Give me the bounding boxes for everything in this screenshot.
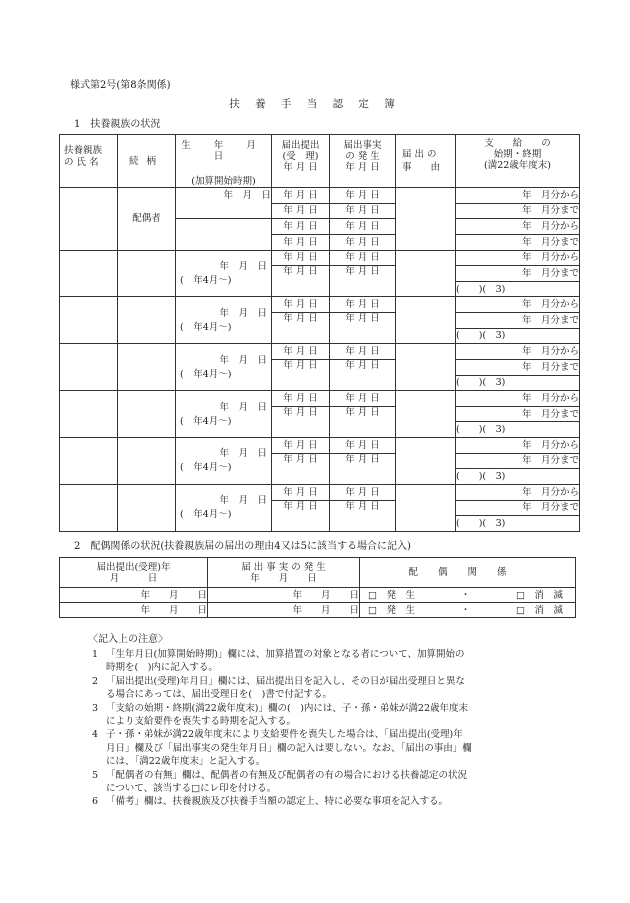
submitted-date-cell[interactable]: 年 月 日: [272, 438, 330, 454]
header-fact-line2: の 発 生: [345, 151, 380, 162]
fact-date-cell[interactable]: 年 月 日: [330, 250, 396, 266]
period-age22-cell[interactable]: ( )( 3): [456, 375, 580, 391]
submitted-date-cell[interactable]: 年 月 日: [272, 484, 330, 500]
spouse-header-fact-line2: 年 月 日: [250, 572, 317, 584]
note-number: 2: [92, 675, 99, 687]
bonus-start-period: ( 年4月～): [180, 415, 232, 427]
header-name: [60, 135, 118, 188]
dependent-name-cell[interactable]: [60, 297, 118, 344]
fact-date-cell[interactable]: 年 月 日: [330, 453, 396, 484]
header-reason: [396, 135, 456, 188]
submitted-date-cell[interactable]: 年 月 日: [272, 203, 330, 219]
header-submitted: [272, 135, 330, 188]
spouse-header-submitted: [60, 558, 208, 588]
submitted-date-cell[interactable]: 年 月 日: [272, 344, 330, 360]
header-reason-line2: 事 由: [402, 162, 441, 173]
checkbox-ended[interactable]: □ 消 滅: [516, 604, 563, 616]
period-until-cell[interactable]: 年 月分まで: [456, 234, 580, 250]
birthdate-cell[interactable]: [176, 250, 272, 297]
fact-date-cell[interactable]: 年 月 日: [330, 203, 396, 219]
dependent-row: [60, 250, 580, 266]
fact-date-cell[interactable]: 年 月 日: [330, 359, 396, 390]
birthdate-ymd: 年 月 日: [219, 448, 267, 460]
birthdate-ymd: 年 月 日: [219, 260, 267, 272]
period-from-cell[interactable]: 年 月分から: [456, 484, 580, 500]
dependent-name-cell[interactable]: [60, 188, 118, 251]
fact-date-cell[interactable]: 年 月 日: [330, 219, 396, 235]
note-item: [92, 728, 562, 768]
fact-date-cell[interactable]: 年 月 日: [330, 344, 396, 360]
period-until-cell[interactable]: 年 月分まで: [456, 266, 580, 282]
note-number: 5: [92, 769, 99, 781]
section2-heading: 2 配偶関係の状況(扶養親族届の届出の理由4又は5に該当する場合に記入): [74, 541, 411, 552]
dependents-header-row: [60, 135, 580, 188]
submitted-date-cell[interactable]: 年 月 日: [272, 234, 330, 250]
period-age22-cell[interactable]: ( )( 3): [456, 328, 580, 344]
note-number: 6: [92, 796, 99, 808]
birthdate-ymd: 年 月 日: [219, 354, 267, 366]
note-number: 4: [92, 729, 99, 741]
header-fact-date: [330, 135, 396, 188]
separator-dot: ・: [460, 589, 471, 601]
fact-date-cell[interactable]: 年 月 日: [330, 391, 396, 407]
spouse-fact-date[interactable]: 年 月 日: [208, 603, 360, 618]
submitted-date-cell[interactable]: 年 月 日: [272, 406, 330, 437]
header-fact-line3: 年 月 日: [345, 162, 380, 173]
note-text: 「配偶者の有無」欄は、配偶者の有無及び配偶者の有の場合における扶養認定の状況 について、該当する□にレ印を付ける。: [106, 769, 468, 795]
fact-date-cell[interactable]: 年 月 日: [330, 297, 396, 313]
bonus-start-period: ( 年4月～): [180, 368, 232, 380]
header-birthdate-line2: (加算開始時期): [191, 176, 256, 187]
period-from-cell[interactable]: 年 月分から: [456, 344, 580, 360]
header-name-line1: 扶養親族: [64, 145, 103, 156]
submitted-date-cell[interactable]: 年 月 日: [272, 500, 330, 531]
reason-cell[interactable]: [396, 344, 456, 391]
header-period-line3: (満22歳年度末): [483, 160, 551, 171]
note-number: 3: [92, 702, 99, 714]
period-from-cell[interactable]: 年 月分から: [456, 250, 580, 266]
period-from-cell[interactable]: 年 月分から: [456, 438, 580, 454]
form-number: 様式第2号(第8条関係): [70, 80, 171, 91]
fact-date-cell[interactable]: 年 月 日: [330, 500, 396, 531]
spouse-header-fact: [208, 558, 360, 588]
header-name-line2: の 氏 名: [64, 157, 99, 168]
reason-cell[interactable]: [396, 188, 456, 251]
fact-date-cell[interactable]: 年 月 日: [330, 438, 396, 454]
fact-date-cell[interactable]: 年 月 日: [330, 313, 396, 344]
birthdate-ymd: 年 月 日: [219, 401, 267, 413]
fact-date-cell[interactable]: 年 月 日: [330, 406, 396, 437]
note-text: 「届出提出(受理)年月日」欄には、届出提出日を記入し、その日が届出受理日と異な る場合にあっては、届出受理日を( )書で付記する。: [106, 675, 465, 701]
period-from-cell[interactable]: 年 月分から: [456, 297, 580, 313]
header-period: [456, 135, 580, 188]
reason-cell[interactable]: [396, 250, 456, 297]
fact-date-cell[interactable]: 年 月 日: [330, 266, 396, 297]
note-item: [92, 769, 562, 796]
note-item: [92, 675, 562, 702]
birthdate-cell[interactable]: [176, 484, 272, 531]
period-from-cell[interactable]: 年 月分から: [456, 391, 580, 407]
submitted-date-cell[interactable]: 年 月 日: [272, 188, 330, 204]
dependent-row: [60, 391, 580, 407]
period-from-cell[interactable]: 年 月分から: [456, 188, 580, 204]
period-until-cell[interactable]: 年 月分まで: [456, 359, 580, 375]
submitted-date-cell[interactable]: 年 月 日: [272, 250, 330, 266]
note-number: 1: [92, 649, 99, 660]
spouse-header-fact-line1: 届 出 事 実 の 発 生: [241, 561, 326, 573]
dependent-row: [60, 344, 580, 360]
relation-cell[interactable]: [118, 484, 176, 531]
relation-cell[interactable]: [118, 297, 176, 344]
period-age22-cell[interactable]: ( )( 3): [456, 281, 580, 297]
note-text: 「備考」欄は、扶養親族及び扶養手当額の認定上、特に必要な事項を記入する。: [106, 796, 449, 808]
period-until-cell[interactable]: 年 月分まで: [456, 313, 580, 329]
checkbox-occurred[interactable]: □ 発 生: [368, 604, 415, 616]
note-text: 子・孫・弟妹が満22歳年度末により支給要件を喪失した場合は、「届出提出(受理)年 月日」欄及び「届出事実の発生年月日」欄の記入は要しない。なお、「届出の事由」欄 には、「満22歳年度末」と記入する。: [106, 729, 472, 768]
fact-date-cell[interactable]: 年 月 日: [330, 234, 396, 250]
birthdate-cell[interactable]: 年 月 日: [176, 188, 272, 219]
birthdate-cell-empty[interactable]: [176, 219, 272, 250]
submitted-date-cell[interactable]: 年 月 日: [272, 297, 330, 313]
bonus-start-period: ( 年4月～): [180, 462, 232, 474]
birthdate-cell[interactable]: [176, 391, 272, 438]
birthdate-ymd: 年 月 日: [219, 307, 267, 319]
header-relation: 続柄: [118, 135, 176, 188]
period-until-cell[interactable]: 年 月分まで: [456, 453, 580, 469]
period-age22-cell[interactable]: ( )( 3): [456, 422, 580, 438]
spouse-submitted-date[interactable]: 年 月 日: [60, 603, 208, 618]
period-from-cell[interactable]: 年 月分から: [456, 219, 580, 235]
spouse-relation-row: [60, 603, 576, 618]
relation-cell[interactable]: [118, 438, 176, 485]
relation-cell[interactable]: [118, 344, 176, 391]
header-submitted-line3: 年 月 日: [283, 162, 318, 173]
dependent-name-cell[interactable]: [60, 438, 118, 485]
spouse-status-cell: [360, 588, 576, 603]
period-age22-cell[interactable]: ( )( 3): [456, 516, 580, 532]
note-item: [92, 702, 562, 729]
notes-list: [92, 648, 562, 809]
spouse-relation-table: [59, 557, 576, 618]
checkbox-occurred[interactable]: □ 発 生: [368, 589, 415, 601]
dependent-name-cell[interactable]: [60, 484, 118, 531]
header-period-line2: 始期・終期: [493, 149, 542, 160]
separator-dot: ・: [460, 604, 471, 616]
spouse-label: 配偶者: [118, 188, 176, 251]
period-age22-cell[interactable]: ( )( 3): [456, 469, 580, 485]
bonus-start-period: ( 年4月～): [180, 321, 232, 333]
bonus-start-period: ( 年4月～): [180, 509, 232, 521]
dependent-name-cell[interactable]: [60, 250, 118, 297]
dependent-name-cell[interactable]: [60, 391, 118, 438]
header-submitted-line1: 届出提出: [281, 140, 320, 151]
document-title: 扶 養 手 当 認 定 簿: [229, 98, 401, 110]
birthdate-cell[interactable]: [176, 297, 272, 344]
birthdate-cell[interactable]: [176, 438, 272, 485]
submitted-date-cell[interactable]: 年 月 日: [272, 453, 330, 484]
relation-cell[interactable]: [118, 391, 176, 438]
header-fact-line1: 届出事実: [343, 140, 382, 151]
header-submitted-line2: (受 理): [282, 151, 319, 162]
header-period-line1: 支 給 の: [484, 138, 551, 149]
notes-title: 〈記入上の注意〉: [88, 634, 168, 645]
dependent-row: [60, 438, 580, 454]
submitted-date-cell[interactable]: 年 月 日: [272, 219, 330, 235]
spouse-row: [60, 188, 580, 204]
note-item: [92, 795, 562, 808]
period-until-cell[interactable]: 年 月分まで: [456, 203, 580, 219]
submitted-date-cell[interactable]: 年 月 日: [272, 391, 330, 407]
reason-cell[interactable]: [396, 484, 456, 531]
spouse-table-header: [60, 558, 576, 588]
fact-date-cell[interactable]: 年 月 日: [330, 188, 396, 204]
spouse-header-relation: 配偶関係: [360, 558, 576, 588]
reason-cell[interactable]: [396, 297, 456, 344]
dependent-row: [60, 484, 580, 500]
header-reason-line1: 届 出 の: [402, 149, 437, 160]
period-until-cell[interactable]: 年 月分まで: [456, 406, 580, 422]
relation-cell[interactable]: [118, 250, 176, 297]
section1-heading: 1 扶養親族の状況: [74, 119, 161, 130]
note-text: 「生年月日(加算開始時期)」欄には、加算措置の対象となる者について、加算開始の 時期を( )内に記入する。: [106, 649, 465, 674]
birthdate-ymd: 年 月 日: [219, 495, 267, 507]
spouse-status-cell: [360, 603, 576, 618]
dependent-row: [60, 297, 580, 313]
birthdate-cell[interactable]: [176, 344, 272, 391]
dependents-table: [59, 134, 580, 532]
reason-cell[interactable]: [396, 391, 456, 438]
period-until-cell[interactable]: 年 月分まで: [456, 500, 580, 516]
spouse-fact-date[interactable]: 年 月 日: [208, 588, 360, 603]
header-birthdate: [176, 135, 272, 188]
bonus-start-period: ( 年4月～): [180, 274, 232, 286]
header-birthdate-line1: 生 年 月 日: [181, 140, 266, 162]
spouse-relation-row: [60, 588, 576, 603]
note-text: 「支給の始期・終期(満22歳年度末)」欄の( )内には、子・孫・弟妹が満22歳年度末 により支給要件を喪失する時期を記入する。: [106, 702, 469, 728]
note-item: [92, 648, 562, 675]
checkbox-ended[interactable]: □ 消 滅: [516, 589, 563, 601]
fact-date-cell[interactable]: 年 月 日: [330, 484, 396, 500]
spouse-header-submitted-line1: 届出提出(受理)年: [96, 561, 171, 573]
spouse-header-submitted-line2: 月 日: [109, 572, 158, 584]
submitted-date-cell[interactable]: 年 月 日: [272, 313, 330, 344]
spouse-submitted-date[interactable]: 年 月 日: [60, 588, 208, 603]
reason-cell[interactable]: [396, 438, 456, 485]
submitted-date-cell[interactable]: 年 月 日: [272, 266, 330, 297]
dependent-name-cell[interactable]: [60, 344, 118, 391]
submitted-date-cell[interactable]: 年 月 日: [272, 359, 330, 390]
